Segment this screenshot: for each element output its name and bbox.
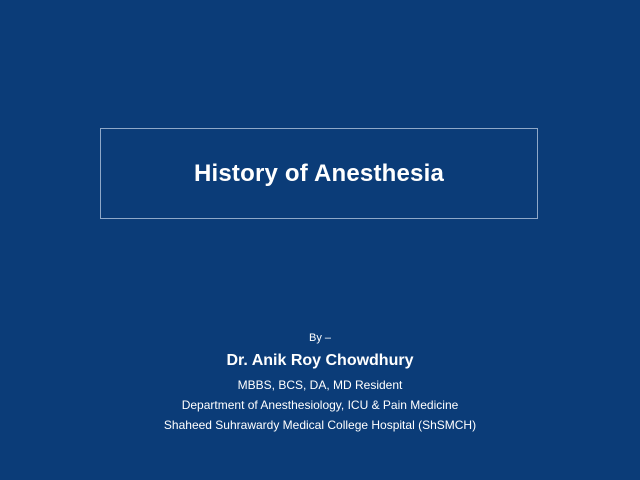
author-qualifications: MBBS, BCS, DA, MD Resident: [237, 378, 403, 392]
by-label: By –: [308, 332, 331, 344]
author-name: Dr. Anik Roy Chowdhury: [226, 352, 414, 369]
slide-title: History of Anesthesia: [193, 159, 445, 187]
title-box: [100, 128, 538, 219]
author-institution: Shaheed Suhrawardy Medical College Hospital (ShSMCH): [163, 418, 477, 432]
author-department: Department of Anesthesiology, ICU & Pain Medicine: [181, 398, 459, 412]
author-block: [0, 330, 640, 435]
